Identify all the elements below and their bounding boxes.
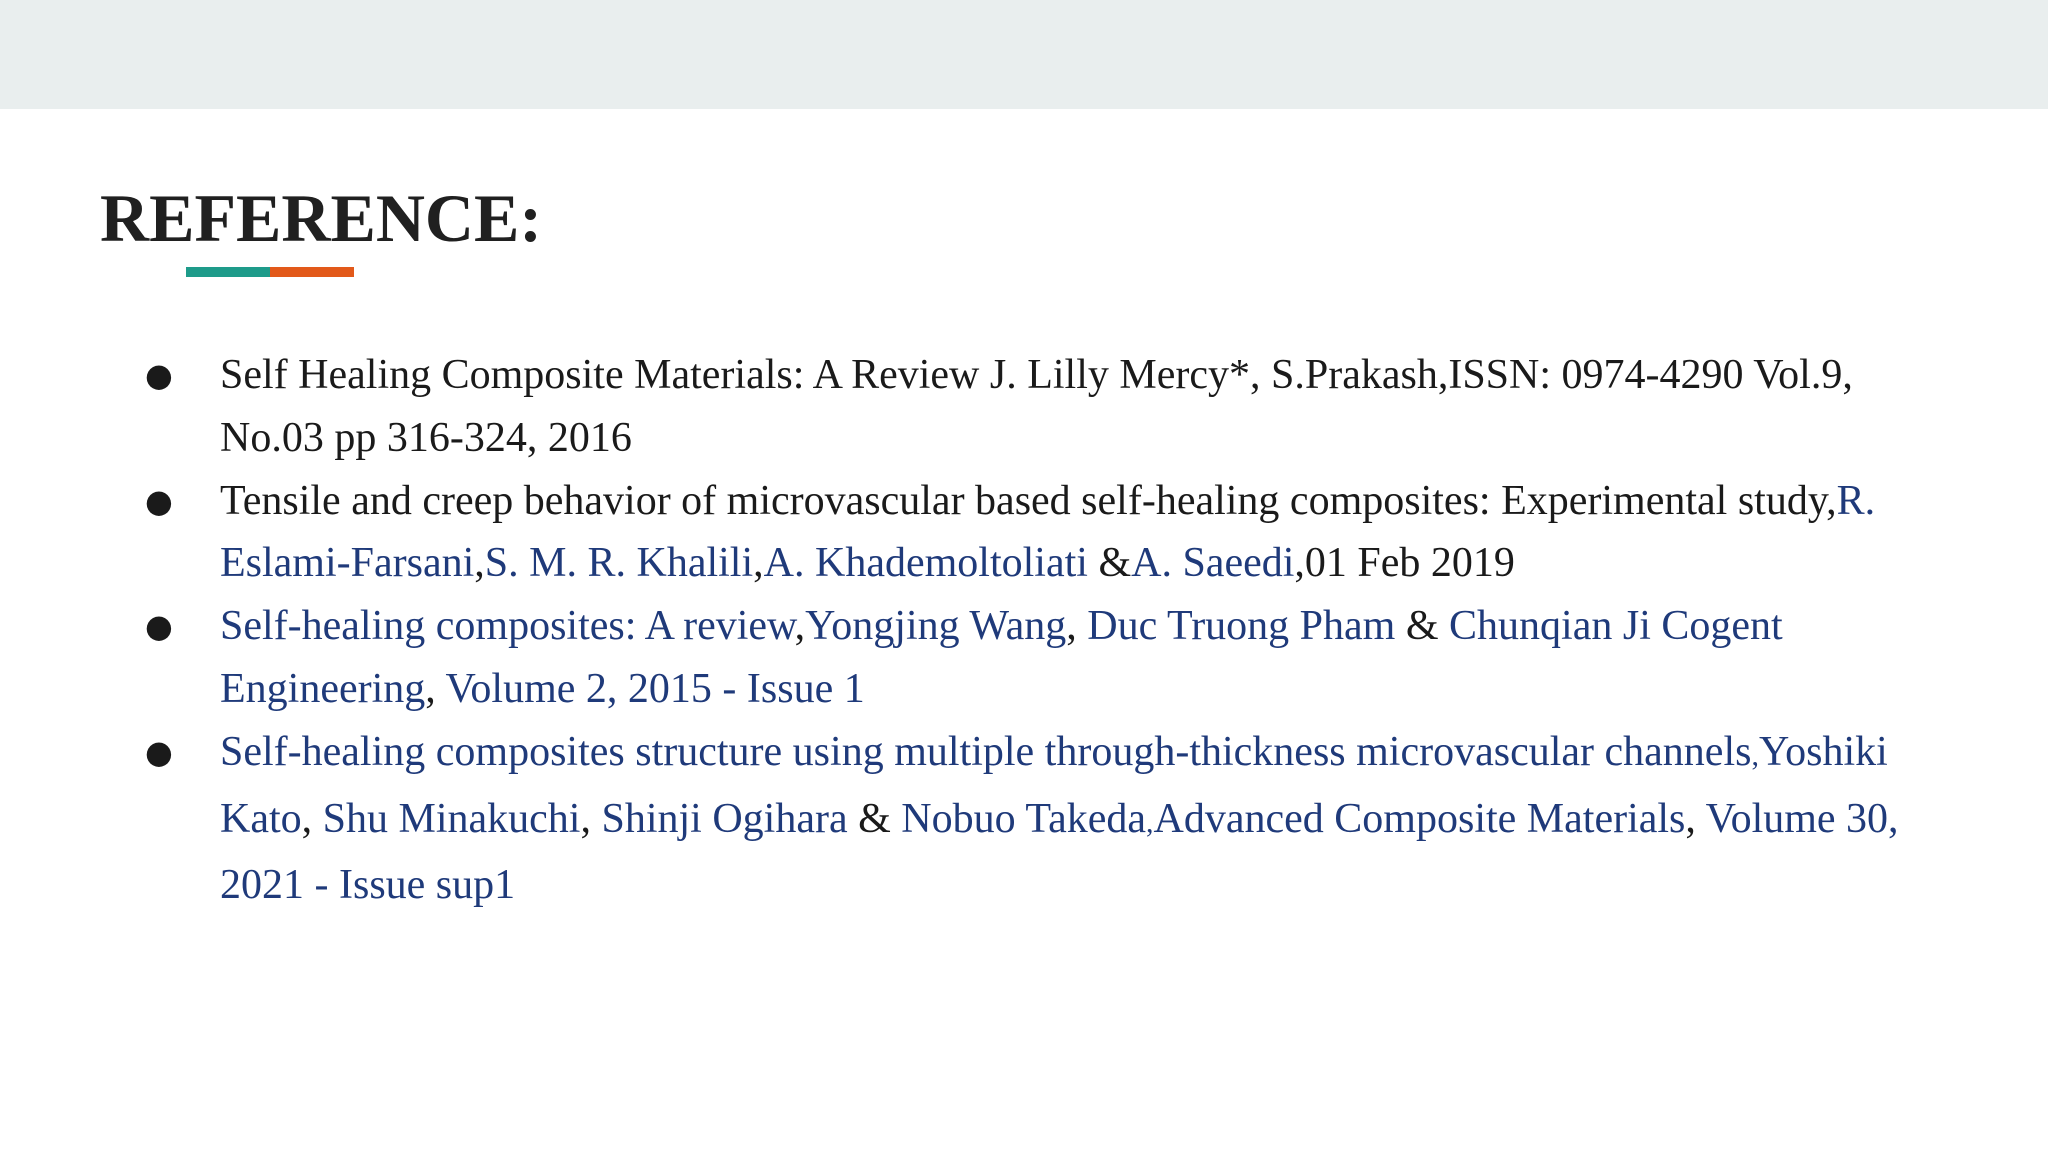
author-link-ji[interactable]: Chunqian Ji: [1449, 603, 1651, 650]
author-link-pham[interactable]: Duc Truong Pham: [1087, 603, 1396, 650]
author-link-khademoltoliati[interactable]: A. Khademoltoliati: [763, 540, 1088, 587]
reference-item-1: [0, 344, 1900, 470]
separator-text: ,: [301, 795, 323, 842]
issue-link-volume-2-issue-1[interactable]: Volume 2, 2015 - Issue 1: [445, 665, 865, 712]
separator-text: &: [1087, 540, 1132, 587]
article-link-self-healing-review[interactable]: Self-healing composites: A review: [220, 603, 795, 650]
author-link-khalili[interactable]: S. M. R. Khalili: [484, 540, 754, 587]
separator-text: &: [1395, 603, 1450, 650]
slide-title: REFERENCE:: [100, 180, 543, 256]
separator-text: ,: [425, 665, 446, 712]
separator-text: ,: [580, 795, 602, 842]
title-accent-orange: [270, 267, 354, 277]
separator-text: ,: [794, 603, 806, 650]
bullet-icon: ●: [145, 732, 173, 771]
author-link-eslami-farsani[interactable]: R. Eslami-Farsani: [220, 477, 1876, 587]
separator-text: ,: [1146, 805, 1154, 839]
issue-link-volume-30-issue-sup1[interactable]: Volume 30, 2021 - Issue sup1: [220, 795, 1899, 909]
title-accent-teal: [186, 267, 270, 277]
author-link-wang[interactable]: Yongjing Wang: [805, 603, 1067, 650]
separator-text: ,: [1066, 603, 1088, 650]
reference-list: [0, 344, 2048, 917]
separator-text: ,: [753, 540, 764, 587]
separator-text: ,: [474, 540, 485, 587]
author-link-minakuchi[interactable]: Shu Minakuchi: [322, 795, 581, 842]
reference-item-3: [0, 595, 1900, 721]
journal-link-advanced-composite-materials[interactable]: Advanced Composite Materials: [1153, 795, 1686, 842]
top-header-band: [0, 0, 2048, 109]
author-link-ogihara[interactable]: Shinji Ogihara: [601, 795, 848, 842]
reference-2-date: ,01 Feb 2019: [1294, 540, 1515, 587]
separator-text: ,: [1751, 738, 1759, 772]
author-link-kato[interactable]: Yoshiki Kato: [220, 728, 1888, 842]
reference-1-citation: Self Healing Composite Materials: A Review J. Lilly Mercy*, S.Prakash,ISSN: 0974-4290 Vol.9, No.03 pp 316-324, 2016: [220, 352, 1853, 461]
separator-text: &: [847, 795, 902, 842]
author-link-takeda[interactable]: Nobuo Takeda: [901, 795, 1147, 842]
journal-link-cogent-engineering[interactable]: Cogent Engineering: [220, 603, 1783, 712]
bullet-icon: ●: [145, 481, 173, 520]
reference-item-2: [0, 470, 1900, 596]
author-link-saeedi[interactable]: A. Saeedi: [1131, 540, 1295, 587]
separator-text: ,: [1685, 795, 1706, 842]
reference-item-4: [0, 721, 1900, 917]
reference-2-title: Tensile and creep behavior of microvascular based self-healing composites: Experimental study,: [220, 477, 1837, 524]
article-link-microvascular-channels[interactable]: Self-healing composites structure using multiple through-thickness microvascular channels: [220, 728, 1752, 775]
bullet-icon: ●: [145, 607, 173, 646]
bullet-icon: ●: [145, 356, 173, 394]
separator-text: [1651, 603, 1662, 649]
